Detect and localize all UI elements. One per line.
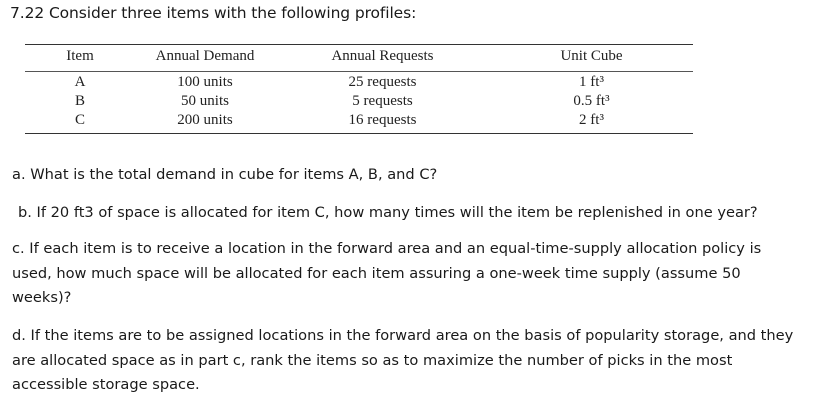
header-item: Item bbox=[66, 48, 94, 64]
table-header-row bbox=[25, 45, 693, 68]
cell-annual-demand: 50 units bbox=[181, 93, 229, 109]
problem-heading: 7.22 Consider three items with the following profiles: bbox=[10, 4, 417, 22]
question-c: c. If each item is to receive a location in the forward area and an equal-time-supply allocation policy is used, how much space will be allocated for each item assuring a one-week time supply (assume 50 weeks)? bbox=[12, 240, 762, 306]
cell-item: B bbox=[74, 93, 85, 109]
table-row bbox=[25, 92, 693, 111]
cell-annual-demand: 100 units bbox=[177, 74, 233, 90]
cell-annual-requests: 25 requests bbox=[348, 74, 417, 90]
table-row bbox=[25, 111, 693, 130]
table-body bbox=[25, 72, 693, 130]
question-b: b. If 20 ft3 of space is allocated for item C, how many times will the item be replenished in one year? bbox=[18, 204, 758, 221]
header-annual-requests: Annual Requests bbox=[331, 48, 434, 64]
header-unit-cube: Unit Cube bbox=[560, 48, 623, 64]
table-bottom-rule bbox=[25, 133, 693, 134]
item-profiles-table bbox=[25, 44, 693, 134]
cell-item: A bbox=[74, 74, 86, 90]
cell-unit-cube: 0.5 ft³ bbox=[573, 93, 610, 109]
cell-annual-demand: 200 units bbox=[177, 112, 233, 128]
question-d: d. If the items are to be assigned locations in the forward area on the basis of popularity storage, and they are allocated space as in part c, rank the items so as to maximize the number of picks in the most accessible storage space. bbox=[12, 327, 794, 393]
header-annual-demand: Annual Demand bbox=[155, 48, 255, 64]
cell-unit-cube: 2 ft³ bbox=[579, 112, 604, 128]
table-row bbox=[25, 73, 693, 92]
cell-annual-requests: 16 requests bbox=[348, 112, 417, 128]
cell-annual-requests: 5 requests bbox=[352, 93, 413, 109]
question-a: a. What is the total demand in cube for items A, B, and C? bbox=[12, 166, 438, 183]
cell-unit-cube: 1 ft³ bbox=[579, 74, 604, 90]
cell-item: C bbox=[74, 112, 85, 128]
